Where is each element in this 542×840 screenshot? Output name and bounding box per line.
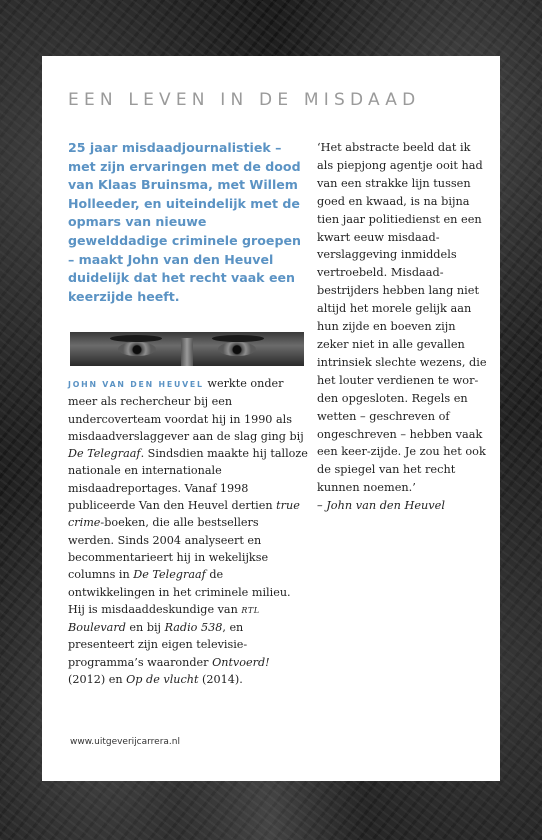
bio-text: (2014). [198, 673, 243, 687]
lede-text: 25 jaar misdaadjournalistiek – met zijn ervaringen met de dood van Klaas Bruinsma, met Willem Holleeder, en uiteindelijk met de opmars van nieuwe gewelddadige criminele groepen – maakt John van den Heuvel duidelijk dat het recht vaak een keerzijde heeft. [68, 140, 301, 304]
back-cover-panel [42, 56, 500, 781]
bio-text: -boeken, die alle bestsellers werden. Sinds 2004 analyseert en becommentarieert hij in wekelijkse columns in [68, 516, 269, 582]
publisher-url[interactable]: www.uitgeverijcarrera.nl [70, 737, 180, 747]
bio-text: werkte onder meer als rechercheur bij een undercoverteam voordat hij in 1990 als misdaadverslaggever aan de slag ging bij [68, 377, 304, 443]
bio-text: (2012) en [68, 673, 127, 687]
bio-text: , en presenteert zijn eigen televisie-programma’s waaronder [68, 621, 248, 669]
bio-op-de-vlucht: Op de vlucht [126, 673, 199, 687]
bio-title-telegraaf: De Telegraaf [133, 568, 206, 582]
quote-attribution: – John van den Heuvel [317, 499, 445, 513]
author-eyes-photo [70, 332, 304, 366]
cover-heading: EEN LEVEN IN DE MISDAAD [68, 90, 421, 110]
author-name: JOHN VAN DEN HEUVEL [68, 380, 204, 389]
bio-rtl: RTL [241, 605, 260, 615]
left-eye [118, 342, 156, 356]
bio-title-telegraaf: De Telegraaf [68, 447, 141, 461]
right-eye [218, 342, 256, 356]
author-quote [317, 139, 487, 515]
bio-text: de ontwikkelingen in het criminele milieu. Hij is misdaaddeskundige van [68, 568, 291, 616]
bio-true-crime: true crime [68, 499, 300, 530]
bio-text: . Sindsdien maakte hij talloze nationale en internationale misdaadreportages. Vanaf 1998 publiceerde Van den Heuvel dertien [68, 447, 308, 513]
bio-radio: Radio 538 [164, 621, 223, 635]
quote-text: ‘Het abstracte beeld dat ik als piepjong agentje ooit had van een strakke lijn tussen goed en kwaad, is na bijna tien jaar politiedienst en een kwart eeuw misdaad-verslaggeving inmiddels vertroebeld. Misdaad-bestrijders hebben lang niet altijd het morele gelijk aan hun zijde en boeven zijn zeker niet in alle gevallen intrinsiek slechte wezens, die het louter verdienen te wor-den opgesloten. Regels en wetten – geschreven of ongeschreven – hebben vaak een keer-zijde. Je zou het ook de spiegel van het recht kunnen noemen.’ [317, 141, 487, 495]
bio-text: en bij [125, 621, 165, 635]
bio-ontvoerd: Ontvoerd! [212, 655, 270, 669]
bio-boulevard: Boulevard [68, 621, 126, 635]
right-brow [212, 335, 264, 342]
nose-bridge [181, 338, 193, 366]
left-brow [110, 335, 162, 342]
author-bio [68, 375, 308, 688]
